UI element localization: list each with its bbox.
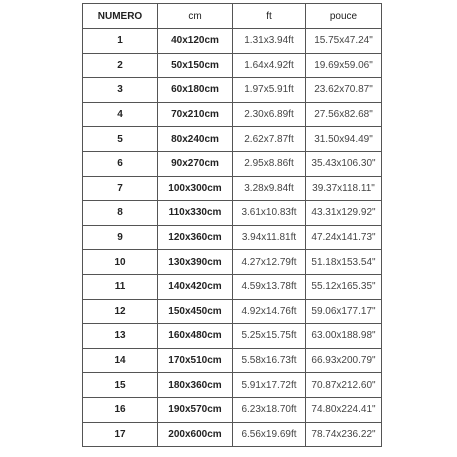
cell-cm: 190x570cm xyxy=(158,397,233,422)
cell-numero: 12 xyxy=(83,299,158,324)
cell-cm: 140x420cm xyxy=(158,274,233,299)
cell-ft: 4.92x14.76ft xyxy=(233,299,306,324)
table-row xyxy=(83,78,382,103)
table-row xyxy=(83,348,382,373)
cell-cm: 160x480cm xyxy=(158,324,233,349)
table-row xyxy=(83,373,382,398)
cell-cm: 170x510cm xyxy=(158,348,233,373)
cell-pouce: 15.75x47.24" xyxy=(306,29,382,54)
cell-cm: 60x180cm xyxy=(158,78,233,103)
cell-ft: 2.95x8.86ft xyxy=(233,151,306,176)
cell-pouce: 74.80x224.41" xyxy=(306,397,382,422)
cell-numero: 4 xyxy=(83,102,158,127)
cell-numero: 11 xyxy=(83,274,158,299)
table-row xyxy=(83,102,382,127)
cell-ft: 5.91x17.72ft xyxy=(233,373,306,398)
cell-cm: 200x600cm xyxy=(158,422,233,447)
cell-pouce: 19.69x59.06" xyxy=(306,53,382,78)
cell-cm: 50x150cm xyxy=(158,53,233,78)
cell-pouce: 47.24x141.73" xyxy=(306,225,382,250)
cell-cm: 100x300cm xyxy=(158,176,233,201)
cell-ft: 5.25x15.75ft xyxy=(233,324,306,349)
cell-ft: 2.62x7.87ft xyxy=(233,127,306,152)
cell-cm: 90x270cm xyxy=(158,151,233,176)
table-row xyxy=(83,151,382,176)
cell-pouce: 59.06x177.17" xyxy=(306,299,382,324)
cell-pouce: 63.00x188.98" xyxy=(306,324,382,349)
cell-numero: 14 xyxy=(83,348,158,373)
header-row xyxy=(83,4,382,29)
cell-ft: 2.30x6.89ft xyxy=(233,102,306,127)
cell-ft: 6.56x19.69ft xyxy=(233,422,306,447)
cell-numero: 5 xyxy=(83,127,158,152)
table-row xyxy=(83,250,382,275)
table-row xyxy=(83,201,382,226)
cell-numero: 7 xyxy=(83,176,158,201)
table-row xyxy=(83,324,382,349)
cell-numero: 3 xyxy=(83,78,158,103)
cell-cm: 150x450cm xyxy=(158,299,233,324)
cell-ft: 4.59x13.78ft xyxy=(233,274,306,299)
cell-ft: 3.94x11.81ft xyxy=(233,225,306,250)
cell-ft: 1.64x4.92ft xyxy=(233,53,306,78)
cell-numero: 6 xyxy=(83,151,158,176)
table-header xyxy=(83,4,382,29)
cell-pouce: 35.43x106.30" xyxy=(306,151,382,176)
cell-pouce: 66.93x200.79" xyxy=(306,348,382,373)
cell-numero: 8 xyxy=(83,201,158,226)
table-row xyxy=(83,127,382,152)
table-body xyxy=(83,29,382,447)
cell-cm: 130x390cm xyxy=(158,250,233,275)
cell-pouce: 31.50x94.49" xyxy=(306,127,382,152)
cell-ft: 5.58x16.73ft xyxy=(233,348,306,373)
header-numero: NUMERO xyxy=(83,4,158,29)
table-row xyxy=(83,225,382,250)
cell-pouce: 70.87x212.60" xyxy=(306,373,382,398)
cell-numero: 2 xyxy=(83,53,158,78)
cell-cm: 80x240cm xyxy=(158,127,233,152)
cell-cm: 110x330cm xyxy=(158,201,233,226)
header-pouce: pouce xyxy=(306,4,382,29)
cell-numero: 17 xyxy=(83,422,158,447)
cell-ft: 1.97x5.91ft xyxy=(233,78,306,103)
cell-pouce: 51.18x153.54" xyxy=(306,250,382,275)
table-row xyxy=(83,176,382,201)
cell-pouce: 55.12x165.35" xyxy=(306,274,382,299)
cell-numero: 16 xyxy=(83,397,158,422)
table-row xyxy=(83,397,382,422)
cell-cm: 120x360cm xyxy=(158,225,233,250)
table-row xyxy=(83,299,382,324)
cell-numero: 10 xyxy=(83,250,158,275)
cell-ft: 6.23x18.70ft xyxy=(233,397,306,422)
cell-cm: 40x120cm xyxy=(158,29,233,54)
cell-ft: 3.61x10.83ft xyxy=(233,201,306,226)
cell-ft: 4.27x12.79ft xyxy=(233,250,306,275)
table-row xyxy=(83,29,382,54)
header-ft: ft xyxy=(233,4,306,29)
cell-pouce: 27.56x82.68" xyxy=(306,102,382,127)
cell-pouce: 78.74x236.22" xyxy=(306,422,382,447)
cell-ft: 3.28x9.84ft xyxy=(233,176,306,201)
cell-ft: 1.31x3.94ft xyxy=(233,29,306,54)
cell-pouce: 43.31x129.92" xyxy=(306,201,382,226)
cell-numero: 13 xyxy=(83,324,158,349)
cell-pouce: 39.37x118.11" xyxy=(306,176,382,201)
cell-numero: 1 xyxy=(83,29,158,54)
table-row xyxy=(83,274,382,299)
table-row xyxy=(83,53,382,78)
cell-cm: 180x360cm xyxy=(158,373,233,398)
cell-pouce: 23.62x70.87" xyxy=(306,78,382,103)
size-table xyxy=(82,3,382,447)
cell-numero: 15 xyxy=(83,373,158,398)
cell-numero: 9 xyxy=(83,225,158,250)
table-row xyxy=(83,422,382,447)
header-cm: cm xyxy=(158,4,233,29)
cell-cm: 70x210cm xyxy=(158,102,233,127)
